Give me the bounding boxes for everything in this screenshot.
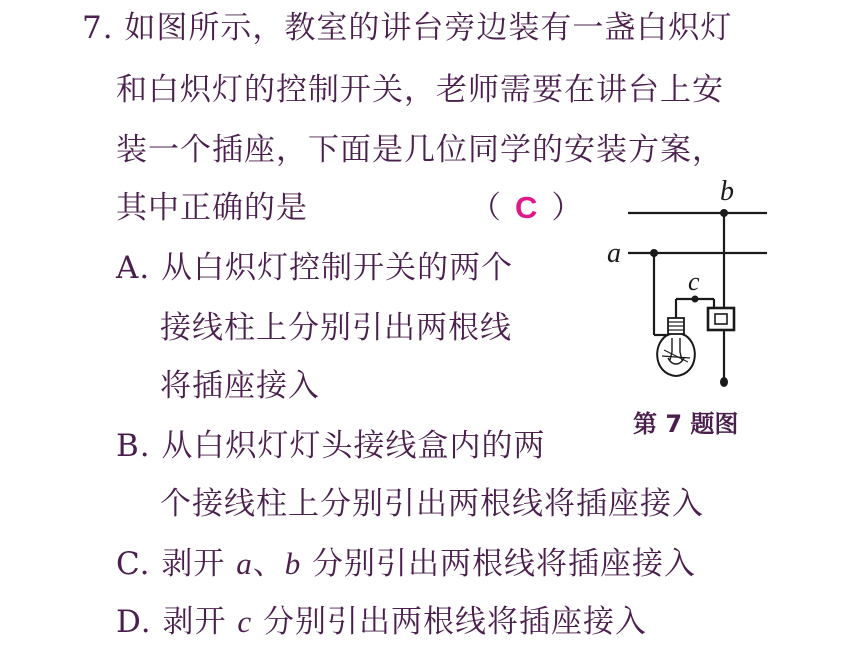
option-d-suffix: 分别引出两根线将插座接入 bbox=[262, 604, 647, 640]
question-line-4: 其中正确的是 bbox=[116, 190, 308, 226]
option-d-prefix: D. 剥开 bbox=[116, 604, 227, 640]
answer-close-paren: ） bbox=[551, 190, 583, 226]
option-b-line-2: 个接线柱上分别引出两根线将插座接入 bbox=[160, 486, 704, 522]
option-c-var-b: b bbox=[284, 546, 302, 581]
answer-open-paren: （ bbox=[470, 190, 501, 226]
option-a-line-3: 将插座接入 bbox=[160, 368, 320, 404]
label-c: c bbox=[688, 267, 700, 296]
lamp-socket bbox=[668, 318, 684, 334]
option-c-prefix: C. 剥开 bbox=[116, 546, 226, 582]
option-d bbox=[116, 602, 647, 642]
wire-end-dot bbox=[720, 377, 728, 387]
question-line-1: 7. 如图所示，教室的讲台旁边装有一盏白炽灯 bbox=[82, 10, 733, 46]
option-c-separator: 、 bbox=[252, 546, 285, 582]
question-line-3: 装一个插座，下面是几位同学的安装方案， bbox=[116, 132, 724, 168]
junction-b bbox=[720, 209, 728, 217]
junction-c bbox=[692, 296, 699, 303]
answer-blank bbox=[470, 188, 582, 228]
lamp-filament bbox=[668, 338, 684, 364]
option-c bbox=[116, 544, 696, 584]
option-c-var-a: a bbox=[236, 546, 253, 581]
option-b-line-1: B. 从白炽灯灯头接线盒内的两 bbox=[116, 428, 546, 464]
switch-box bbox=[708, 308, 734, 330]
option-a-line-1: A. 从白炽灯控制开关的两个 bbox=[116, 250, 514, 286]
lamp-bulb bbox=[657, 334, 695, 376]
switch-inner bbox=[715, 314, 727, 324]
option-c-suffix: 分别引出两根线将插座接入 bbox=[312, 546, 697, 582]
answer-letter: C bbox=[515, 190, 538, 225]
label-b: b bbox=[720, 176, 734, 207]
question-line-2: 和白炽灯的控制开关，老师需要在讲台上安 bbox=[116, 72, 724, 108]
figure-caption: 第 7 题图 bbox=[633, 410, 739, 438]
option-a-line-2: 接线柱上分别引出两根线 bbox=[160, 310, 512, 346]
label-a: a bbox=[607, 238, 621, 269]
junction-a bbox=[650, 249, 658, 257]
option-d-var-c: c bbox=[237, 604, 253, 639]
